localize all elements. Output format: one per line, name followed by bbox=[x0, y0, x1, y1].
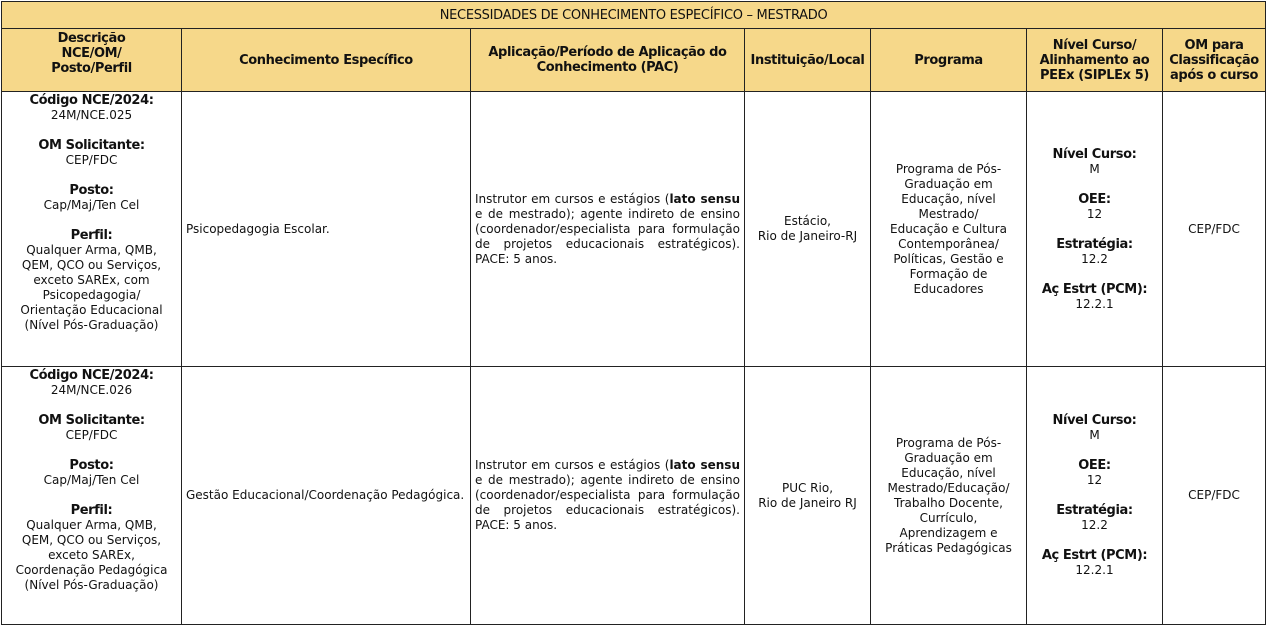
nce-table bbox=[1, 1, 1266, 625]
header-instituicao: Instituição/Local bbox=[745, 29, 871, 92]
header-aplicacao: Aplicação/Período de Aplicação do Conhecimento (PAC) bbox=[471, 29, 745, 92]
instituicao-cell: PUC Rio, Rio de Janeiro RJ bbox=[745, 367, 871, 625]
conhecimento-cell: Gestão Educacional/Coordenação Pedagógica. bbox=[182, 367, 471, 625]
nivel-cell: Nível Curso: M OEE: 12 Estratégia: 12.2 Aç Estrt (PCM): 12.2.1 bbox=[1027, 92, 1163, 367]
header-descricao: Descrição NCE/OM/ Posto/Perfil bbox=[2, 29, 182, 92]
instituicao-cell: Estácio, Rio de Janeiro-RJ bbox=[745, 92, 871, 367]
pac-cell: Instrutor em cursos e estágios (lato sensu e de mestrado); agente indireto de ensino (coordenador/especialista para formulação de projetos educacionais estratégicos). PACE: 5 anos. bbox=[471, 92, 745, 367]
table-title: NECESSIDADES DE CONHECIMENTO ESPECÍFICO – MESTRADO bbox=[2, 2, 1266, 29]
om-cell: CEP/FDC bbox=[1163, 92, 1266, 367]
pac-cell: Instrutor em cursos e estágios (lato sensu e de mestrado); agente indireto de ensino (coordenador/especialista para formulação de projetos educacionais estratégicos). PACE: 5 anos. bbox=[471, 367, 745, 625]
conhecimento-cell: Psicopedagogia Escolar. bbox=[182, 92, 471, 367]
om-cell: CEP/FDC bbox=[1163, 367, 1266, 625]
header-nivel: Nível Curso/ Alinhamento ao PEEx (SIPLEx 5) bbox=[1027, 29, 1163, 92]
descricao-cell: Código NCE/2024: 24M/NCE.025 OM Solicitante: CEP/FDC Posto: Cap/Maj/Ten Cel Perfil: Qualquer Arma, QMB, QEM, QCO ou Serviços, exceto SAREx, com Psicopedagogia/ Orientação Educacional (Nível Pós-Graduação) bbox=[2, 92, 182, 367]
table-row bbox=[2, 92, 1266, 367]
programa-cell: Programa de Pós- Graduação em Educação, nível Mestrado/Educação/ Trabalho Docente, Currículo, Aprendizagem e Práticas Pedagógicas bbox=[871, 367, 1027, 625]
header-programa: Programa bbox=[871, 29, 1027, 92]
descricao-cell: Código NCE/2024: 24M/NCE.026 OM Solicitante: CEP/FDC Posto: Cap/Maj/Ten Cel Perfil: Qualquer Arma, QMB, QEM, QCO ou Serviços, exceto SAREx, Coordenação Pedagógica (Nível Pós-Graduação) bbox=[2, 367, 182, 625]
table-row bbox=[2, 367, 1266, 625]
header-om: OM para Classificação após o curso bbox=[1163, 29, 1266, 92]
nivel-cell: Nível Curso: M OEE: 12 Estratégia: 12.2 Aç Estrt (PCM): 12.2.1 bbox=[1027, 367, 1163, 625]
header-conhecimento: Conhecimento Específico bbox=[182, 29, 471, 92]
programa-cell: Programa de Pós- Graduação em Educação, nível Mestrado/ Educação e Cultura Contemporânea/ Políticas, Gestão e Formação de Educadores bbox=[871, 92, 1027, 367]
